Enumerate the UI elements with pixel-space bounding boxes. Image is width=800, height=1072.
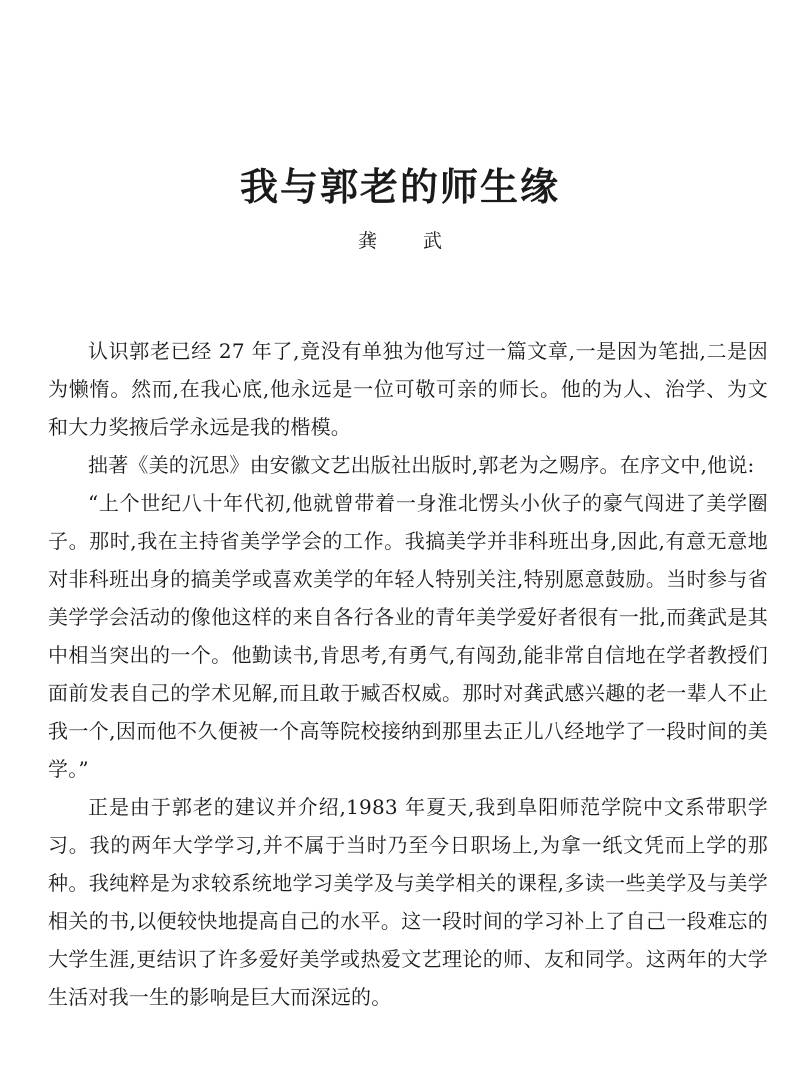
article-body xyxy=(48,332,768,1016)
paragraph: 认识郭老已经 27 年了,竟没有单独为他写过一篇文章,一是因为笔拙,二是因为懒惰。然而,在我心底,他永远是一位可敬可亲的师长。他的为人、治学、为文和大力奖掖后学永远是我的楷模。 xyxy=(48,339,768,439)
article-title: 我与郭老的师生缘 xyxy=(239,164,560,210)
paragraph: 正是由于郭老的建议并介绍,1983 年夏天,我到阜阳师范学院中文系带职学习。我的两年大学学习,并不属于当时乃至今日职场上,为拿一纸文凭而上学的那种。我纯粹是为求较系统地学习美学及与美学相关的课程,多读一些美学及与美学相关的书,以便较快地提高自己的水平。这一段时间的学习补上了自己一段难忘的大学生涯,更结识了许多爱好美学或热爱文艺理论的师、友和同学。这两年的大学生活对我一生的影响是巨大而深远的。 xyxy=(48,795,768,1009)
paragraph: 拙著《美的沉思》由安徽文艺出版社出版时,郭老为之赐序。在序文中,他说: xyxy=(88,453,755,477)
paragraph: “上个世纪八十年代初,他就曾带着一身淮北愣头小伙子的豪气闯进了美学圈子。那时,我在主持省美学学会的工作。我搞美学并非科班出身,因此,有意无意地对非科班出身的搞美学或喜欢美学的年轻人特别关注,特别愿意鼓励。当时参与省美学学会活动的像他这样的来自各行各业的青年美学爱好者很有一批,而龚武是其中相当突出的一个。他勤读书,肯思考,有勇气,有闯劲,能非常自信地在学者教授们面前发表自己的学术见解,而且敢于臧否权威。那时对龚武感兴趣的老一辈人不止我一个,因而他不久便被一个高等院校接纳到那里去正儿八经地学了一段时间的美学。” xyxy=(48,491,768,781)
article-author: 龚 武 xyxy=(357,230,457,252)
